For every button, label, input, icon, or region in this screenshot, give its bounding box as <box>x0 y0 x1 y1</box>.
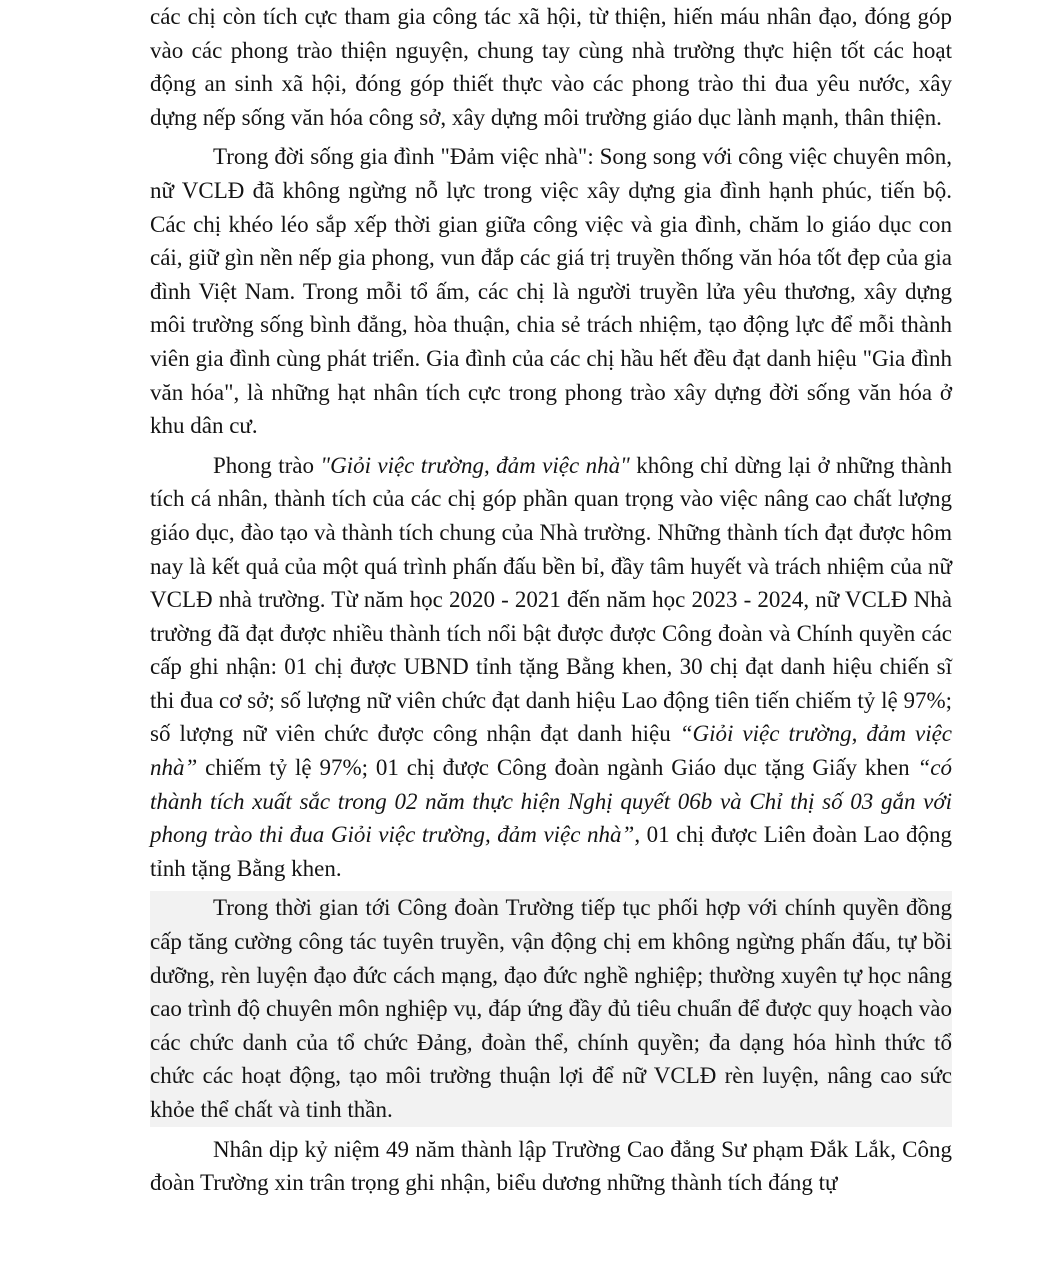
paragraph-3-text-a: Phong trào <box>213 452 321 478</box>
paragraph-5: Nhân dịp kỷ niệm 49 năm thành lập Trường Cao đẳng Sư phạm Đắk Lắk, Công đoàn Trường xin trân trọng ghi nhận, biểu dương những thành tích đáng tự <box>150 1136 952 1196</box>
paragraph-3-text-e: chiếm tỷ lệ 97%; 01 chị được Công đoàn ngành Giáo dục tặng Giấy khen <box>197 755 918 781</box>
paragraph-3-text-g: , 01 chị được Liên đoàn Lao động tỉnh tặng Bằng khen. <box>150 822 952 881</box>
paragraph-3-italic-title: “Giỏi việc trường, đảm việc nhà” <box>150 721 953 781</box>
paragraph-1: các chị còn tích cực tham gia công tác xã hội, từ thiện, hiến máu nhân đạo, đóng góp vào các phong trào thiện nguyện, chung tay cùng nhà trường thực hiện tốt các hoạt động an sinh xã hội, đóng góp thiết thực vào các phong trào thi đua yêu nước, xây dựng nếp sống văn hóa công sở, xây dựng môi trường giáo dục lành mạnh, thân thiện. <box>150 4 952 130</box>
paragraph-2: Trong đời sống gia đình "Đảm việc nhà": Song song với công việc chuyên môn, nữ VCLĐ đã không ngừng nỗ lực trong việc xây dựng gia đình hạnh phúc, tiến bộ. Các chị khéo léo sắp xếp thời gian giữa công việc và gia đình, chăm lo giáo dục con cái, giữ gìn nền nếp gia phong, vun đắp các giá trị truyền thống văn hóa tốt đẹp của gia đình Việt Nam. Trong mỗi tổ ấm, các chị là người truyền lửa yêu thương, xây dựng môi trường sống bình đẳng, hòa thuận, chia sẻ trách nhiệm, tạo động lực để mỗi thành viên gia đình cùng phát triển. Gia đình của các chị hầu hết đều đạt danh hiệu "Gia đình văn hóa", là những hạt nhân tích cực trong phong trào xây dựng đời sống văn hóa ở khu dân cư. <box>150 144 952 439</box>
paragraph-3 <box>150 449 952 886</box>
paragraph-3-italic-award-quote: “có thành tích xuất sắc trong 02 năm thực hiện Nghị quyết 06b và Chỉ thị số 03 gắn với phong trào thi đua Giỏi việc trường, đảm việc nhà” <box>150 755 952 848</box>
document-page <box>150 0 952 1200</box>
paragraph-3-text-c: không chỉ dừng lại ở những thành tích cá nhân, thành tích của các chị góp phần quan trọng vào việc nâng cao chất lượng giáo dục, đào tạo và thành tích chung của Nhà trường. Những thành tích đạt được hôm nay là kết quả của một quá trình phấn đấu bền bỉ, đầy tâm huyết và trách nhiệm của nữ VCLĐ nhà trường. Từ năm học 2020 - 2021 đến năm học 2023 - 2024, nữ VCLĐ Nhà trường đã đạt được nhiều thành tích nổi bật được được Công đoàn và Chính quyền các cấp ghi nhận: 01 chị được UBND tỉnh tặng Bằng khen, 30 chị đạt danh hiệu chiến sĩ thi đua cơ sở; số lượng nữ viên chức đạt danh hiệu Lao động tiên tiến chiếm tỷ lệ 97%; số lượng nữ viên chức được công nhận đạt danh hiệu <box>150 452 953 747</box>
paragraph-4: Trong thời gian tới Công đoàn Trường tiếp tục phối hợp với chính quyền đồng cấp tăng cường công tác tuyên truyền, vận động chị em không ngừng phấn đấu, tự bồi dưỡng, rèn luyện đạo đức cách mạng, đạo đức nghề nghiệp; thường xuyên tự học nâng cao trình độ chuyên môn nghiệp vụ, đáp ứng đầy đủ tiêu chuẩn để được quy hoạch vào các chức danh của tổ chức Đảng, đoàn thể, chính quyền; đa dạng hóa hình thức tổ chức các hoạt động, tạo môi trường thuận lợi để nữ VCLĐ rèn luyện, nâng cao sức khỏe thể chất và tinh thần. <box>150 891 952 1126</box>
paragraph-3-italic-movement-name: "Giỏi việc trường, đảm việc nhà" <box>320 452 630 478</box>
